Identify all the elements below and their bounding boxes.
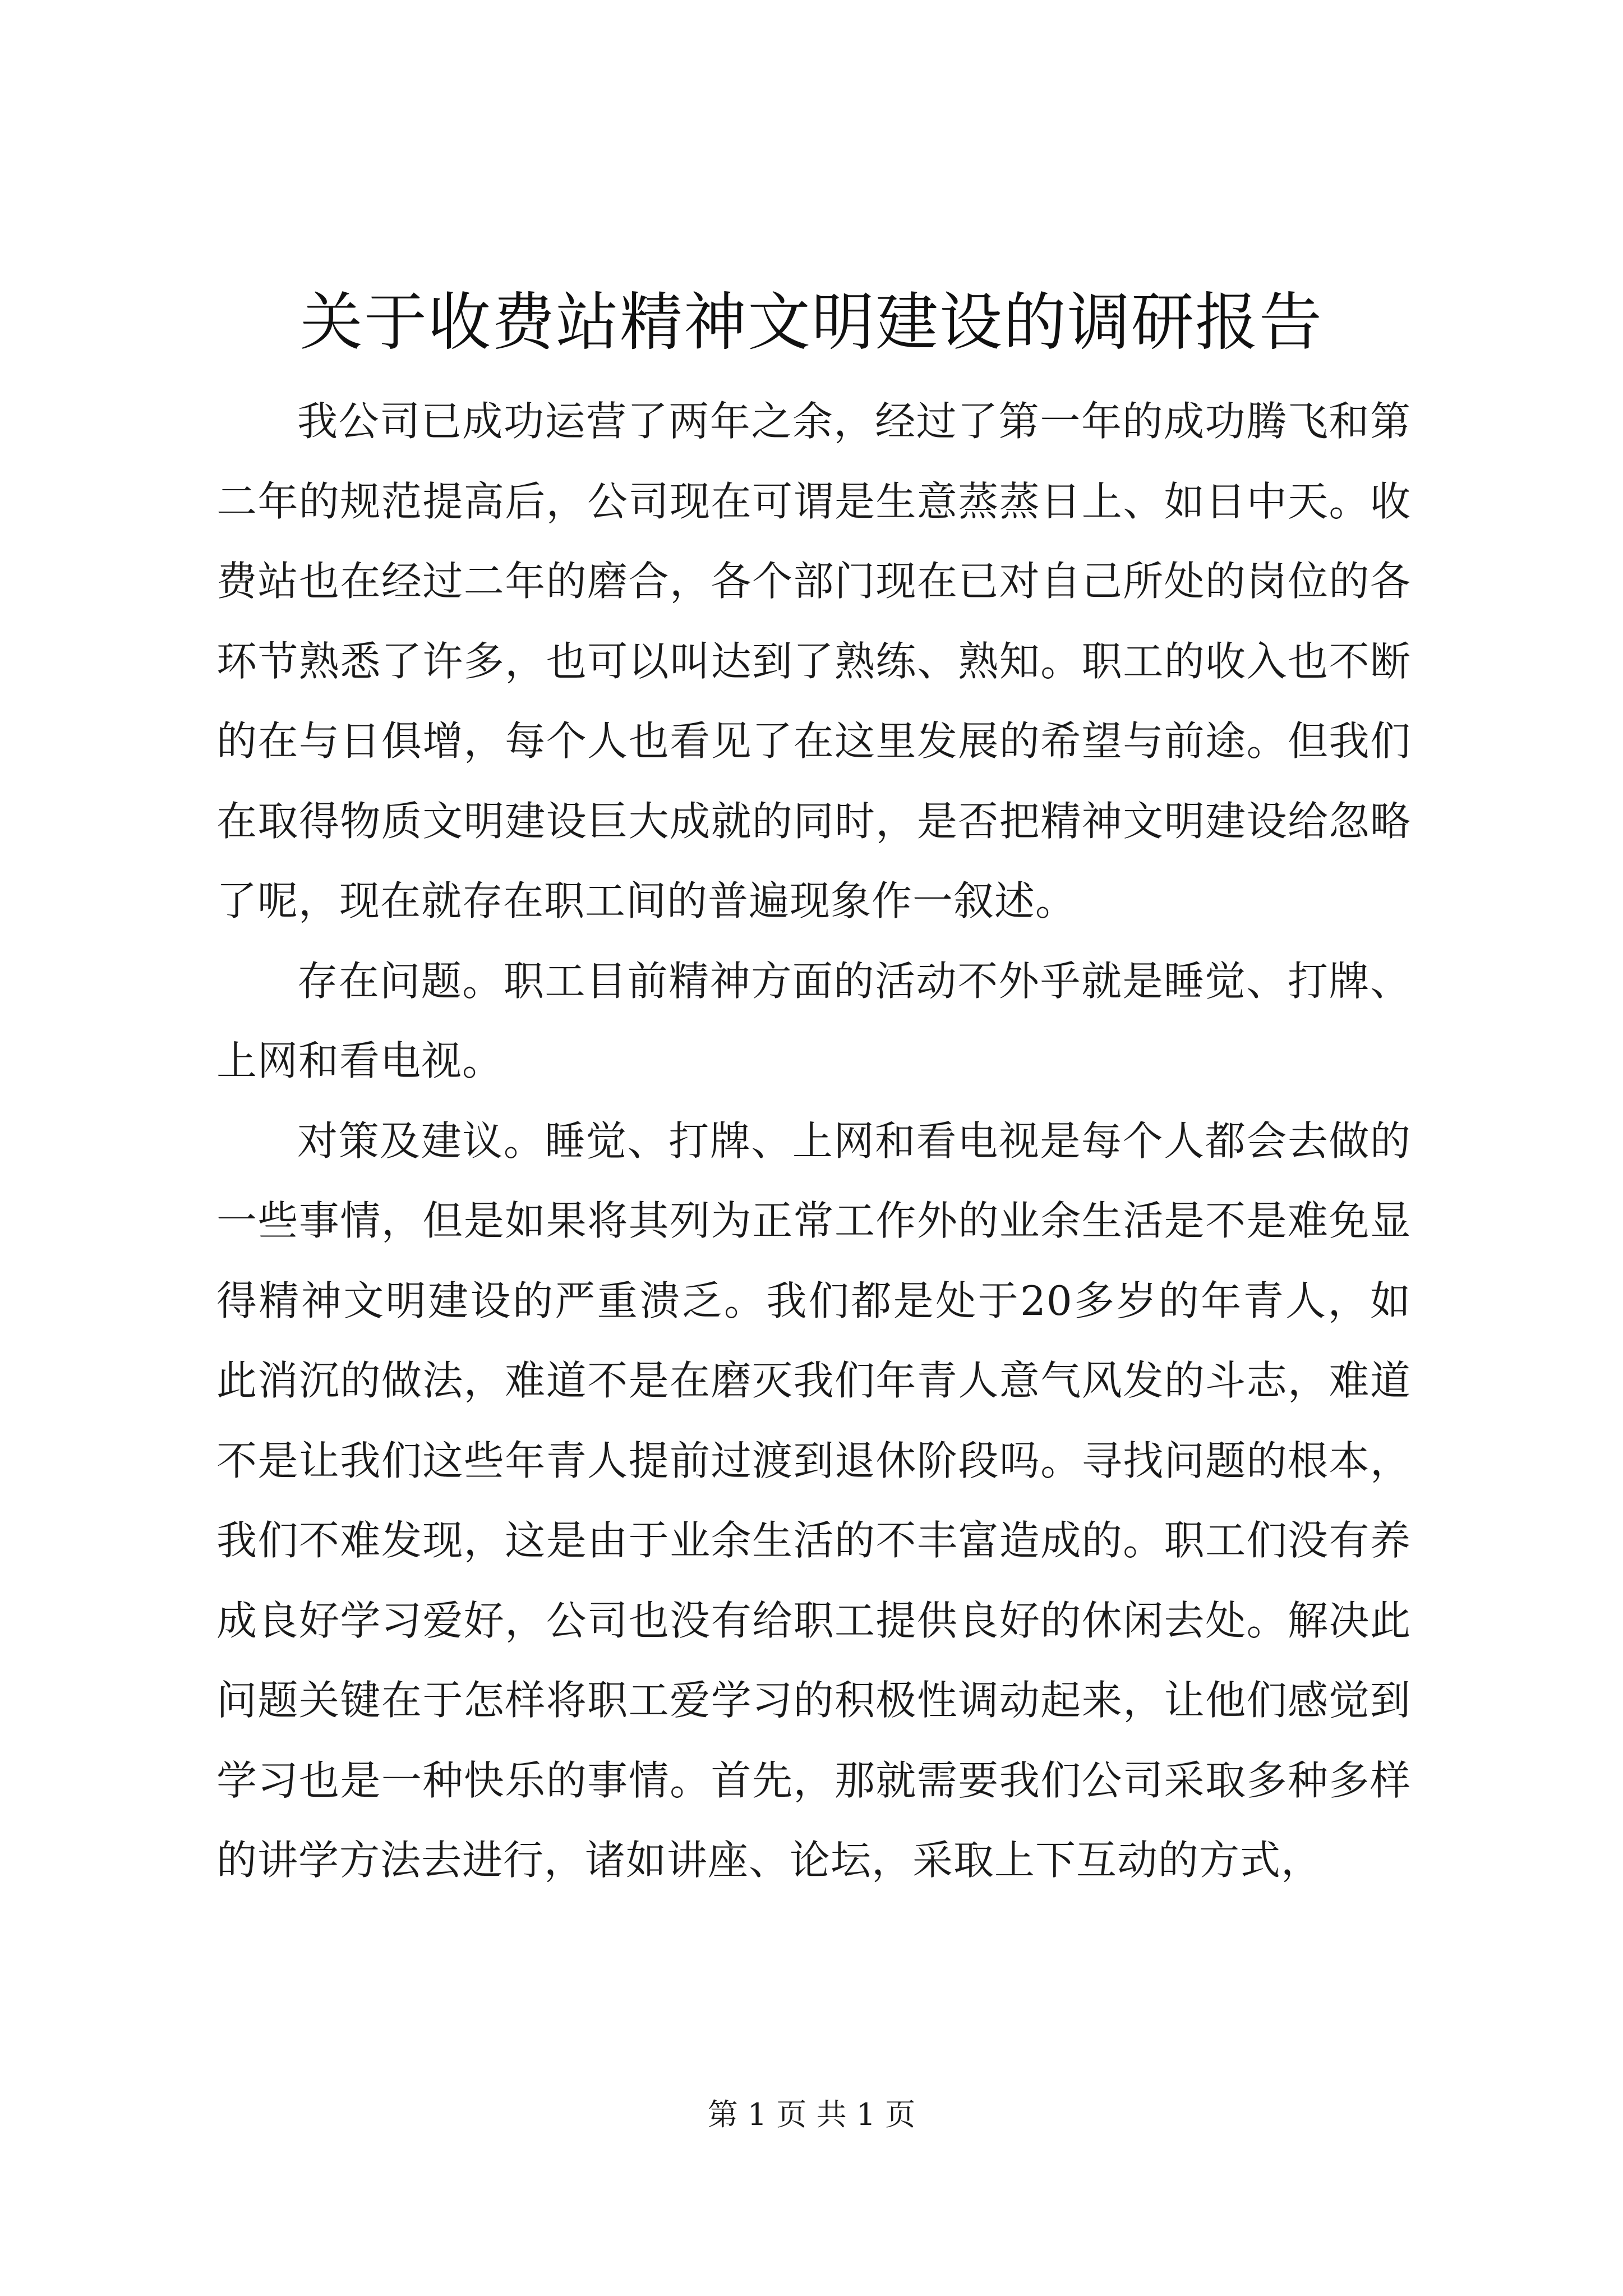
document-title: 关于收费站精神文明建设的调研报告 <box>300 286 1323 359</box>
page-footer: 第 1 页 共 1 页 <box>707 2097 916 2132</box>
paragraph-intro: 我公司已成功运营了两年之余，经过了第一年的成功腾飞和第二年的规范提高后，公司现在可谓是生意蒸蒸日上、如日中天。收费站也在经过二年的磨合，各个部门现在已对自己所处的岗位的各环节熟悉了许多，也可以叫达到了熟练、熟知。职工的收入也不断的在与日俱增，每个人也看见了在这里发展的希望与前途。但我们在取得物质文明建设巨大成就的同时，是否把精神文明建设给忽略了呢，现在就存在职工间的普遍现象作一叙述。 <box>216 398 1411 924</box>
paragraph-suggestions: 对策及建议。睡觉、打牌、上网和看电视是每个人都会去做的一些事情，但是如果将其列为正常工作外的业余生活是不是难免显得精神文明建设的严重溃乏。我们都是处于20多岁的年青人，如此消沉的做法，难道不是在磨灭我们年青人意气风发的斗志，难道不是让我们这些年青人提前过渡到退休阶段吗。寻找问题的根本，我们不难发现，这是由于业余生活的不丰富造成的。职工们没有养成良好学习爱好，公司也没有给职工提供良好的休闲去处。解决此问题关键在于怎样将职工爱学习的积极性调动起来，让他们感觉到学习也是一种快乐的事情。首先，那就需要我们公司采取多种多样的讲学方法去进行，诸如讲座、论坛，采取上下互动的方式， <box>216 1117 1411 1884</box>
document-body <box>216 381 1411 1901</box>
paragraph-problems: 存在问题。职工目前精神方面的活动不外乎就是睡觉、打牌、上网和看电视。 <box>216 957 1411 1084</box>
